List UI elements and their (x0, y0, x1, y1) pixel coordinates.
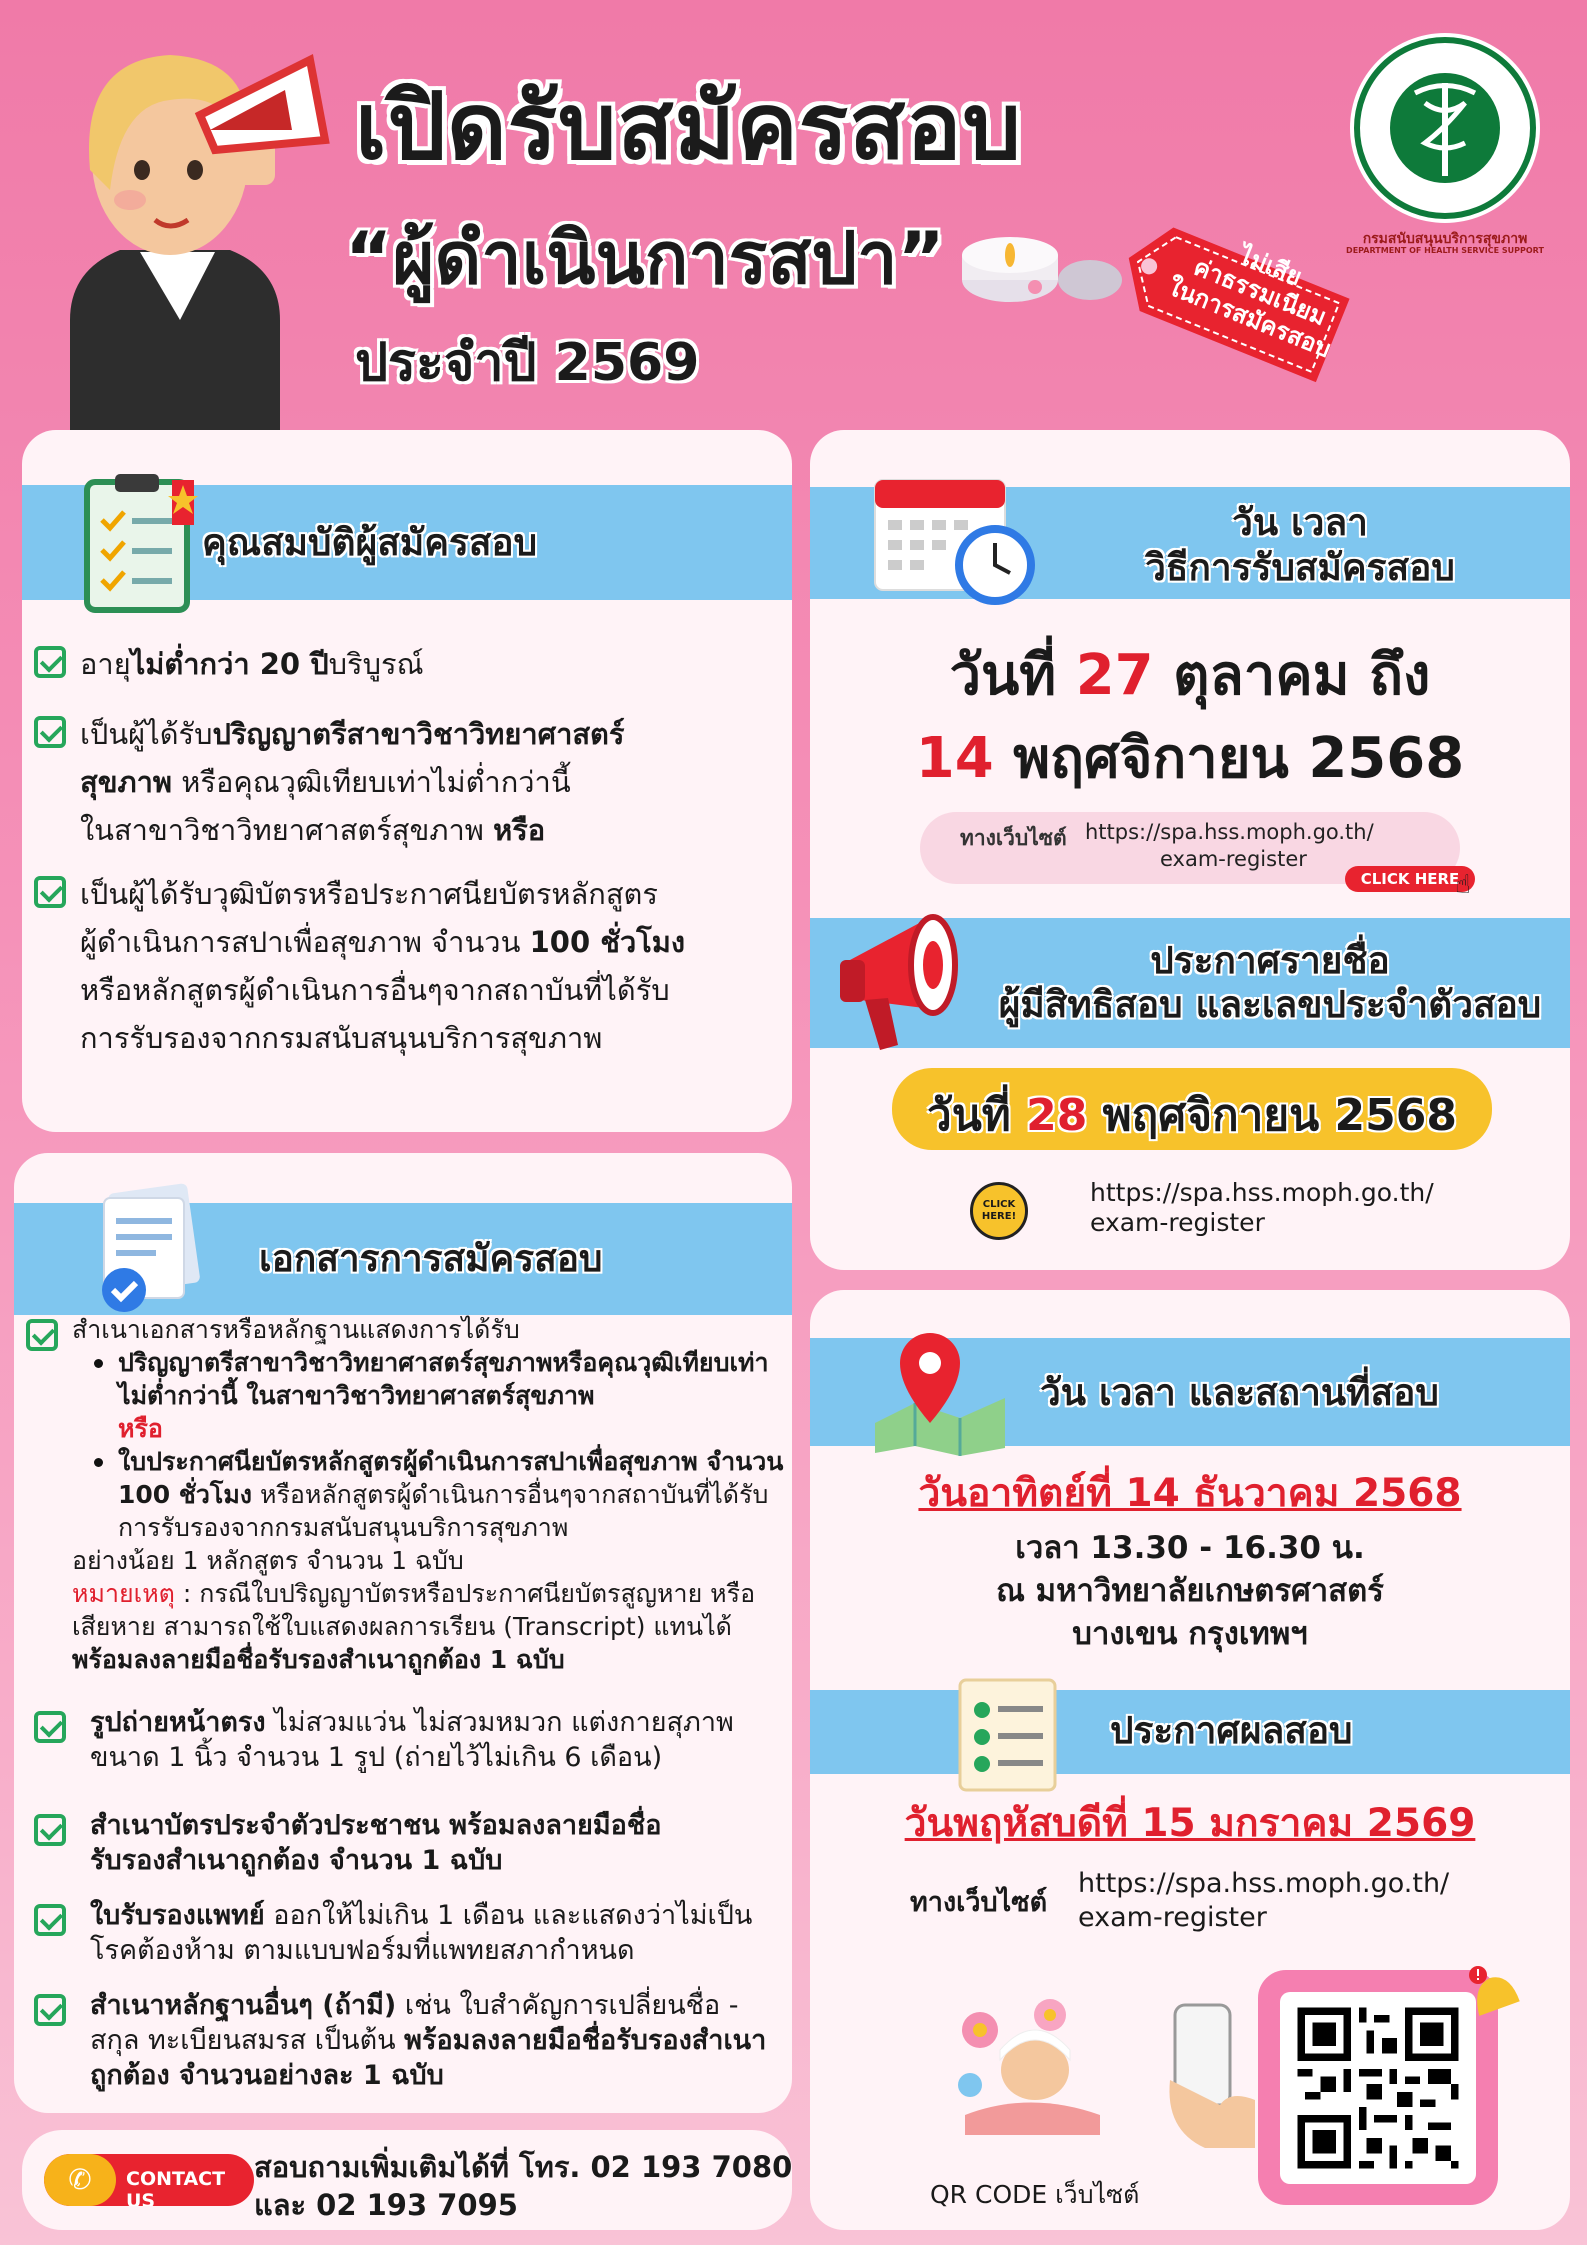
d1-note-label: หมายเหตุ (72, 1579, 175, 1608)
d5-rest: เช่น ใบสำคัญการเปลี่ยนชื่อ - สกุล ทะเบียนสมรส เป็นต้น (90, 1990, 739, 2056)
click-here-label: CLICK HERE (1360, 870, 1460, 888)
click-here-badge[interactable] (970, 1182, 1028, 1240)
d1-bullet2-bold: ใบประกาศนียบัตรหลักสูตรผู้ดำเนินการสปาเพื่อสุขภาพ จำนวน 100 ชั่วโมง (118, 1447, 784, 1509)
bell-icon (1458, 1960, 1528, 2030)
document-item-5 (34, 1988, 774, 2093)
spa-relax-illustration (950, 1990, 1110, 2140)
qualification-item-2 (34, 710, 774, 854)
d4-bold: ใบรับรองแพทย์ (90, 1900, 265, 1931)
contact-button-label: CONTACT US (126, 2168, 226, 2206)
q3-line2pre: ผู้ดำเนินการสปาเพื่อสุขภาพ จำนวน (80, 925, 530, 959)
q1-pre: อายุ (80, 647, 131, 681)
checkbox-icon (34, 1904, 66, 1936)
checkbox-icon (34, 876, 66, 908)
q1-bold: ไม่ต่ำกว่า 20 ปี (130, 647, 329, 681)
checkbox-icon (34, 716, 66, 748)
d1-intro: สำเนาเอกสารหรือหลักฐานแสดงการได้รับ (72, 1315, 520, 1344)
d1-note-text: : กรณีใบปริญญาบัตรหรือประกาศนียบัตรสูญหาย หรือเสียหาย สามารถใช้ใบแสดงผลการเรียน (Transcript) แทนได้ (72, 1579, 756, 1641)
exam-date: วันอาทิตย์ที่ 14 ธันวาคม 2568 (918, 1471, 1462, 1516)
contact-line-2: และ 02 193 7095 (254, 2188, 518, 2222)
d1-bullet-1 (84, 1346, 786, 1445)
d1-bullet1-text: ปริญญาตรีสาขาวิชาวิทยาศาสตร์สุขภาพหรือคุณวุฒิเทียบเท่าไม่ต่ำกว่านี้ ในสาขาวิชาวิทยาศาสตร์สุขภาพ (118, 1348, 769, 1410)
reg-date1-pre: วันที่ (949, 643, 1076, 708)
checkbox-icon (26, 1319, 58, 1351)
ann-date-num: 28 (1026, 1090, 1088, 1141)
q3-line3: หรือหลักสูตรผู้ดำเนินการอื่นๆจากสถาบันที่ได้รับ (80, 973, 670, 1007)
q2-bold2: หรือ (493, 813, 546, 847)
documents-card (14, 1153, 792, 2113)
free-fee-tag (1110, 218, 1370, 388)
documents-heading: เอกสารการสมัครสอบ (259, 1237, 603, 1280)
d2-rest: ไม่สวมแว่น ไม่สวมหมวก แต่งกายสุภาพ ขนาด 1 นิ้ว จำนวน 1 รูป (ถ่ายไว้ไม่เกิน 6 เดือน) (90, 1707, 734, 1773)
d2-bold: รูปถ่ายหน้าตรง (90, 1707, 266, 1738)
exam-results-card (810, 1290, 1570, 2230)
qr-code[interactable] (1280, 1992, 1476, 2184)
document-item-1 (26, 1313, 786, 1676)
exam-time: เวลา 13.30 - 16.30 น. (1015, 1530, 1365, 1566)
map-pin-icon (870, 1328, 1010, 1458)
d1-bullet-2 (84, 1445, 786, 1544)
document-item-2 (34, 1705, 792, 1775)
announcement-heading-1: ประกาศรายชื่อ (1150, 939, 1390, 982)
q3-line2bold: 100 ชั่วโมง (529, 925, 686, 959)
results-date: วันพฤหัสบดีที่ 15 มกราคม 2569 (904, 1801, 1476, 1846)
checkbox-icon (34, 646, 66, 678)
registration-heading-2: วิธีการรับสมัครสอบ (1145, 546, 1455, 589)
results-url-1[interactable]: https://spa.hss.moph.go.th/ (1078, 1868, 1450, 1899)
d1-note-bold: พร้อมลงลายมือชื่อรับรองสำเนาถูกต้อง 1 ฉบับ (72, 1645, 565, 1674)
reg-date2-post: พฤศจิกายน 2568 (993, 726, 1465, 791)
d1-bullets (72, 1346, 786, 1544)
registration-heading-1: วัน เวลา (1232, 501, 1368, 544)
exam-place-2: บางเขน กรุงเทพฯ (1072, 1616, 1308, 1652)
reg-date1-num: 27 (1075, 643, 1154, 708)
results-checklist-icon (950, 1675, 1070, 1795)
ann-date-post: พฤศจิกายน 2568 (1087, 1090, 1457, 1141)
reg-date1-post: ตุลาคม ถึง (1153, 643, 1431, 708)
qualification-item-3 (34, 870, 774, 1062)
dept-en: DEPARTMENT OF HEALTH SERVICE SUPPORT (1346, 246, 1544, 255)
qualification-item-1 (34, 640, 774, 688)
documents-icon (84, 1178, 214, 1318)
calendar-clock-icon (870, 465, 1040, 605)
checkbox-icon (34, 1814, 66, 1846)
ann-url-2[interactable]: exam-register (1090, 1208, 1265, 1237)
q2-pre: เป็นผู้ได้รับ (80, 717, 213, 751)
results-heading: ประกาศผลสอบ (1110, 1709, 1353, 1752)
d5-bold: สำเนาหลักฐานอื่นๆ (ถ้ามี) (90, 1990, 397, 2021)
click-badge-label: CLICK HERE! (981, 1199, 1017, 1222)
cursor-icon: ☝ (1455, 870, 1471, 900)
results-url-2[interactable]: exam-register (1078, 1902, 1267, 1933)
contact-bar (22, 2130, 792, 2230)
exam-place-1: ณ มหาวิทยาลัยเกษตรศาสตร์ (996, 1573, 1384, 1609)
exam-heading: วัน เวลา และสถานที่สอบ (1040, 1371, 1439, 1414)
ministry-logo (1345, 28, 1545, 258)
d3-bold: สำเนาบัตรประจำตัวประชาชน พร้อมลงลายมือชื่อรับรองสำเนาถูกต้อง จำนวน 1 ฉบับ (90, 1810, 662, 1876)
checklist-icon (77, 470, 207, 620)
q2-bold1: ปริญญาตรีสาขาวิชาวิทยาศาสตร์ (212, 717, 625, 751)
document-item-3 (34, 1808, 734, 1878)
free-fee-tag-text: ไม่เสีย ค่าธรรมเนียม ในการสมัครสอบ (1164, 240, 1335, 364)
results-web-label: ทางเว็บไซต์ (910, 1887, 1048, 1918)
qualifications-heading: คุณสมบัติผู้สมัครสอบ (202, 521, 538, 564)
registration-date-line-1 (810, 630, 1570, 719)
announcement-date-pill (892, 1068, 1492, 1150)
qualifications-card (22, 430, 792, 1132)
ann-date-pre: วันที่ (926, 1090, 1027, 1141)
reg-web-label: ทางเว็บไซต์ (960, 826, 1067, 850)
contact-button[interactable] (44, 2154, 254, 2206)
q3-line1: เป็นผู้ได้รับวุฒิบัตรหรือประกาศนียบัตรหลักสูตร (80, 877, 658, 911)
reg-url-2[interactable]: exam-register (1160, 847, 1307, 871)
reg-date2-num: 14 (915, 726, 994, 791)
qr-label: QR CODE เว็บไซต์ (930, 2180, 1140, 2209)
d1-min: อย่างน้อย 1 หลักสูตร จำนวน 1 ฉบับ (72, 1546, 464, 1575)
q2-line3: ในสาขาวิชาวิทยาศาสตร์สุขภาพ (80, 813, 494, 847)
megaphone-icon (830, 900, 980, 1060)
announcement-heading-2: ผู้มีสิทธิสอบ และเลขประจำตัวสอบ (998, 983, 1542, 1026)
registration-date-line-2 (810, 713, 1570, 802)
reg-url-1[interactable]: https://spa.hss.moph.go.th/ (1085, 820, 1374, 844)
registration-card (810, 430, 1570, 1270)
q2-mid: หรือคุณวุฒิเทียบเท่าไม่ต่ำกว่านี้ (172, 765, 571, 799)
page-title: เปิดรับสมัครสอบ (355, 73, 1022, 180)
q2-bold1b: สุขภาพ (80, 765, 173, 799)
q3-line4: การรับรองจากกรมสนับสนุนบริการสุขภาพ (80, 1021, 603, 1055)
phone-hand-icon (1160, 2000, 1260, 2150)
d1-note (72, 1577, 786, 1676)
spa-candle-icon (950, 225, 1130, 315)
d1-bullet1-or: หรือ (118, 1414, 163, 1443)
ann-url-1[interactable]: https://spa.hss.moph.go.th/ (1090, 1178, 1434, 1207)
checkbox-icon (34, 1994, 66, 2026)
q1-post: บริบูรณ์ (328, 647, 424, 681)
d1-bullet2-rest: หรือหลักสูตรผู้ดำเนินการอื่นๆจากสถาบันที่ได้รับการรับรองจากกรมสนับสนุนบริการสุขภาพ (118, 1480, 769, 1542)
document-item-4 (34, 1898, 792, 1968)
contact-line-1: สอบถามเพิ่มเติมได้ที่ โทร. 02 193 7080 (254, 2150, 793, 2184)
phone-icon: ✆ (44, 2154, 116, 2206)
d5-bold2: พร้อมลงลายมือชื่อรับรองสำเนาถูกต้อง จำนวนอย่างละ 1 ฉบับ (90, 2025, 767, 2091)
presenter-illustration (30, 20, 330, 430)
checkbox-icon (34, 1711, 66, 1743)
dept-th: กรมสนับสนุนบริการสุขภาพ (1362, 231, 1528, 247)
page-year: ประจำปี 2569 (355, 333, 700, 393)
d4-rest: ออกให้ไม่เกิน 1 เดือน และแสดงว่าไม่เป็นโรคต้องห้าม ตามแบบฟอร์มที่แพทยสภากำหนด (90, 1900, 753, 1966)
page-subtitle: “ผู้ดำเนินการสปา” (345, 216, 945, 300)
